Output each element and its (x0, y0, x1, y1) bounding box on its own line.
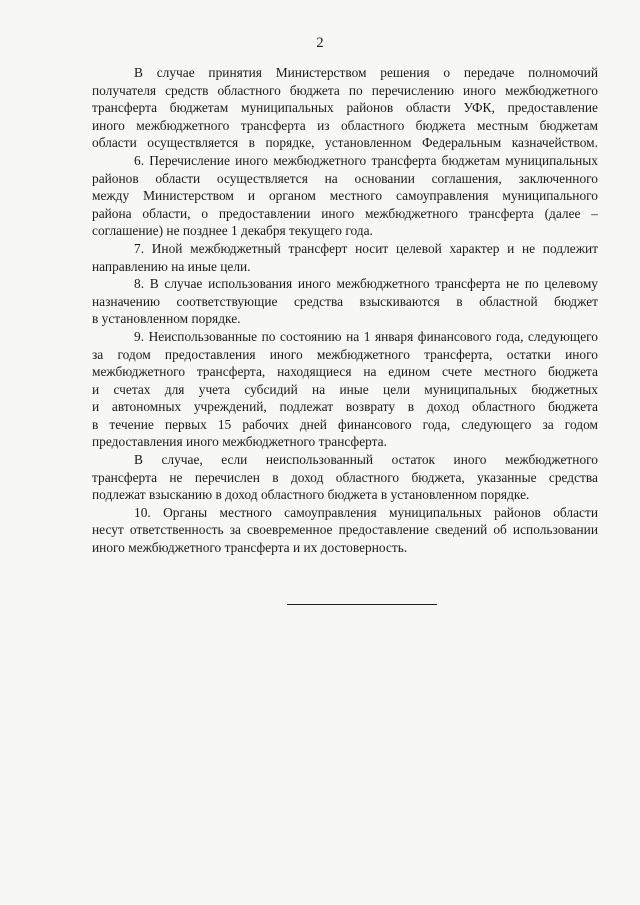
paragraph-line: 9. Неиспользованные по состоянию на 1 января финансового года, следующего (134, 328, 598, 344)
paragraph-line: подлежат взысканию в доход областного бюджета в установленном порядке. (92, 487, 530, 503)
paragraph-line: несут ответственность за своевременное предоставление сведений об использовании (92, 522, 598, 538)
paragraph (92, 240, 598, 275)
paragraph-line: между Министерством и органом местного самоуправления муниципального (92, 188, 598, 204)
paragraph (92, 328, 598, 451)
paragraph (92, 451, 598, 504)
paragraph-line: 8. В случае использования иного межбюджетного трансферта не по целевому (134, 276, 598, 292)
paragraph-line: иного межбюджетного трансферта и их достоверность. (92, 540, 408, 556)
paragraph (92, 275, 598, 328)
paragraph-line: районов области осуществляется на основании соглашения, заключенного (92, 170, 598, 186)
paragraph (92, 64, 598, 152)
paragraph-line: за годом предоставления иного межбюджетного трансферта, остатки иного (92, 346, 598, 362)
paragraph-line: области осуществляется в порядке, установленном Федеральным казначейством. (92, 135, 598, 151)
paragraph-line: трансферта не перечислен в доход областного бюджета, указанные средства (92, 469, 598, 485)
paragraph-line: иного межбюджетного трансферта из областного бюджета местным бюджетам (92, 117, 598, 133)
paragraph-line: 7. Иной межбюджетный трансферт носит целевой характер и не подлежит (134, 240, 598, 256)
paragraph-line: соглашение) не позднее 1 декабря текущего года. (92, 223, 373, 239)
page-number: 2 (316, 35, 324, 51)
paragraph-line: 6. Перечисление иного межбюджетного трансферта бюджетам муниципальных (134, 152, 598, 168)
paragraph-line: В случае, если неиспользованный остаток иного межбюджетного (134, 452, 598, 468)
paragraph-line: направлению на иные цели. (92, 258, 251, 274)
paragraph-line: межбюджетного трансферта, находящиеся на едином счете местного бюджета (92, 364, 598, 380)
paragraph-line: В случае принятия Министерством решения о передаче полномочий (134, 65, 598, 80)
paragraph-line: в установленном порядке. (92, 311, 241, 327)
paragraph-line: назначению соответствующие средства взыскиваются в областной бюджет (92, 293, 598, 309)
paragraph-line: трансферта бюджетам муниципальных районов области УФК, предоставление (92, 100, 598, 116)
document-body (92, 64, 598, 557)
paragraph (92, 152, 598, 240)
paragraph-line: района области, о предоставлении иного межбюджетного трансферта (далее – (92, 205, 598, 221)
paragraph-line: и счетах для учета субсидий на иные цели муниципальных бюджетных (92, 381, 598, 397)
paragraph-line: предоставления иного межбюджетного трансферта. (92, 434, 387, 450)
paragraph-line: получателя средств областного бюджета по перечислению иного межбюджетного (92, 82, 598, 98)
paragraph-line: и автономных учреждений, подлежат возврату в доход областного бюджета (92, 399, 598, 415)
paragraph (92, 504, 598, 557)
paragraph-line: в течение первых 15 рабочих дней финансового года, следующего за годом (92, 416, 598, 432)
end-divider-line (287, 604, 437, 605)
paragraph-line: 10. Органы местного самоуправления муниципальных районов области (134, 504, 598, 520)
